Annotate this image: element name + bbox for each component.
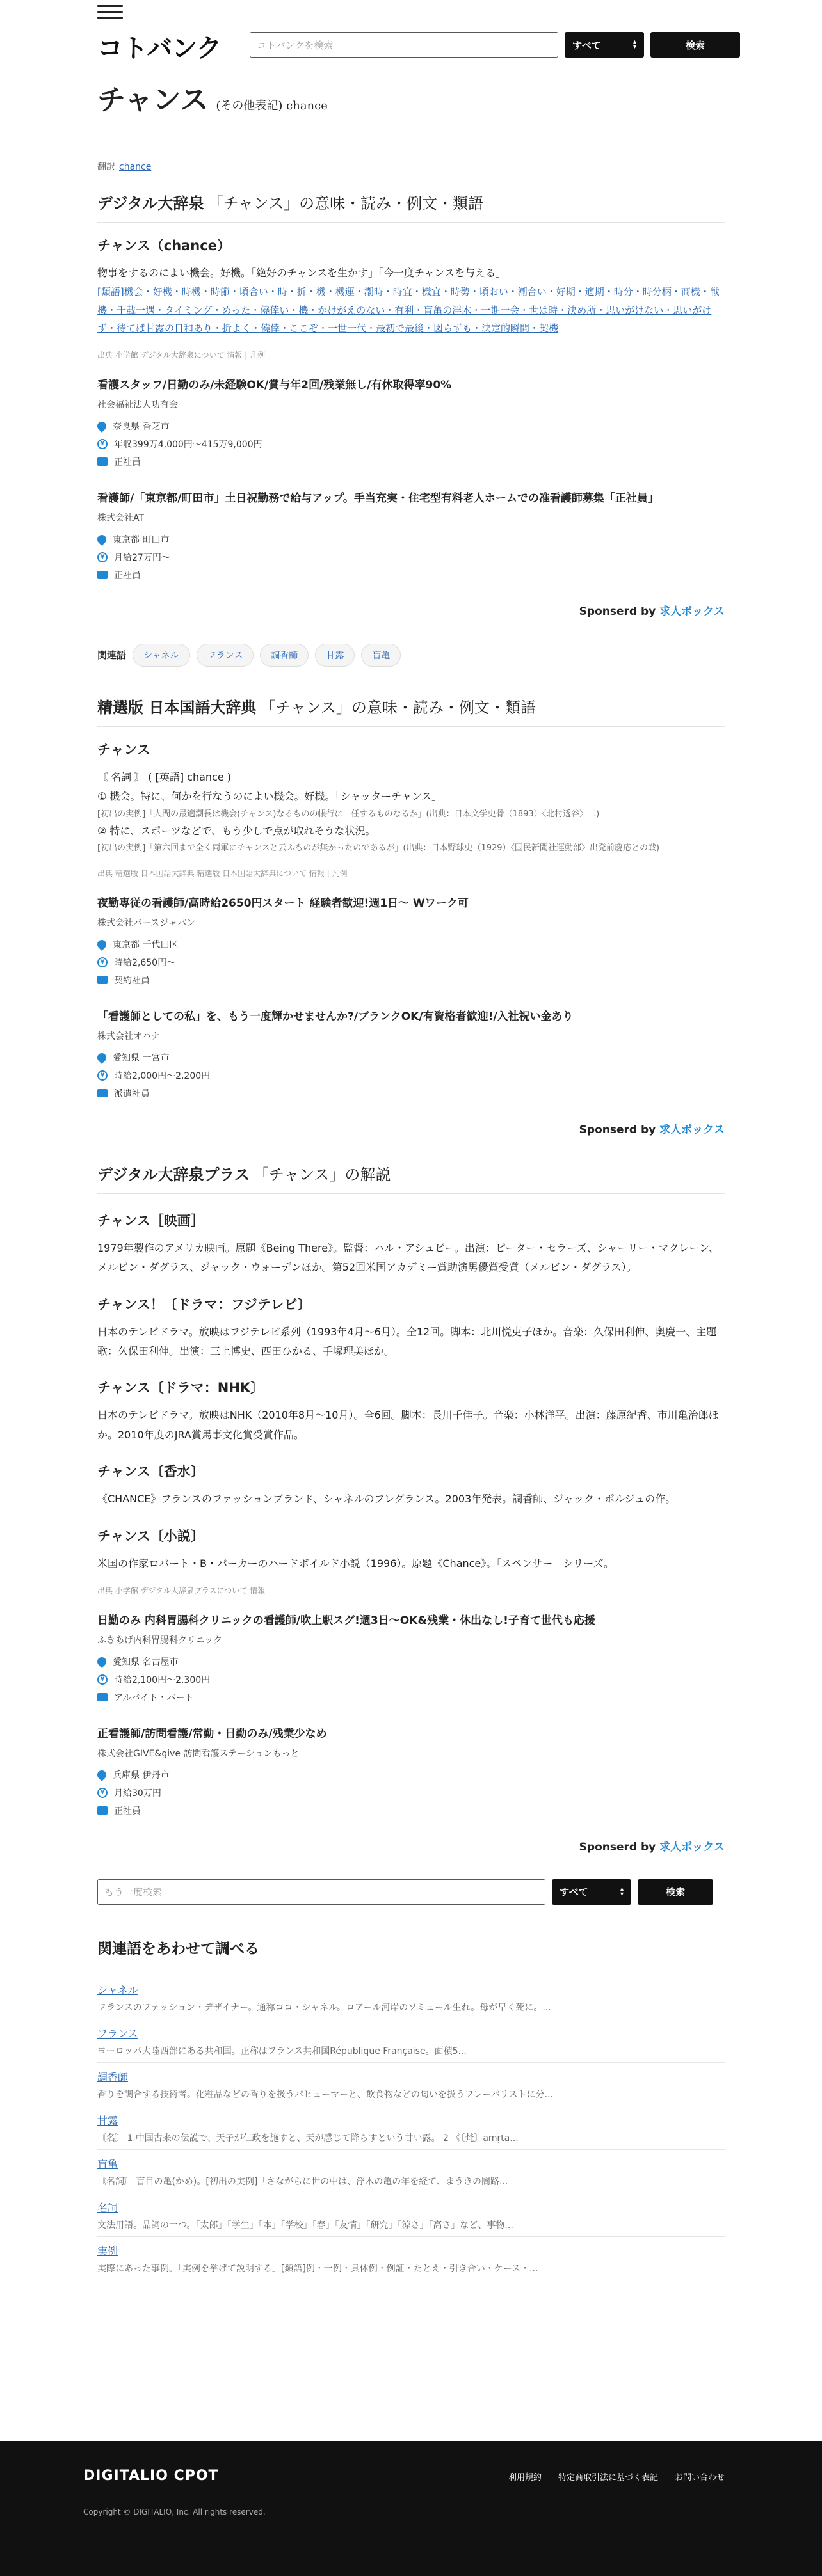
job-pay-text: 時給2,000円～2,200円: [114, 1070, 211, 1081]
sponsor-brand: 求人ボックス: [659, 605, 725, 618]
job-loc: [97, 938, 725, 951]
job-pay: [97, 1786, 725, 1799]
copyright: Copyright © DIGITALIO, Inc. All rights reserved.: [83, 2508, 266, 2516]
job-loc: [97, 533, 725, 546]
part-of-speech: 〘 名詞 〙 ( [英語] chance ): [97, 770, 232, 783]
section-heading: [97, 191, 725, 223]
header-search: [250, 32, 740, 58]
job-pay: [97, 551, 725, 564]
yen-icon: ¥: [97, 1070, 108, 1081]
translation: [97, 160, 725, 173]
job-title[interactable]: 「看護師としての私」を、もう一度輝かせませんか?/ブランクOK/有資格者歓迎!/入社祝い金あり: [97, 1010, 574, 1023]
location-pin-icon: [95, 1655, 108, 1668]
related-item[interactable]: [97, 2237, 725, 2280]
job-pay-text: 月給27万円～: [114, 552, 170, 563]
related-chip[interactable]: シャネル: [133, 644, 190, 667]
entry-heading: チャンス〔香水〕: [97, 1464, 204, 1480]
footer-logo[interactable]: DIGITALIO CPOT: [83, 2468, 219, 2484]
sponsor-brand: 求人ボックス: [659, 1840, 725, 1854]
site-logo[interactable]: コトバンク: [97, 34, 222, 63]
search-scope-select[interactable]: [565, 32, 644, 58]
related-item-title[interactable]: 盲亀: [97, 2158, 118, 2170]
entry-heading: チャンス〔ドラマ：NHK〕: [97, 1380, 264, 1396]
term-heading: チャンス（chance）: [97, 238, 230, 253]
job-loc: [97, 1769, 725, 1781]
footer-link[interactable]: お問い合わせ: [674, 2473, 725, 2483]
job-pay: [97, 1069, 725, 1082]
related-chip[interactable]: 調香師: [260, 644, 309, 667]
job-pay: [97, 1673, 725, 1686]
related-label: 関連語: [97, 649, 127, 662]
related-item[interactable]: [97, 2063, 725, 2106]
job-type-text: 正社員: [114, 457, 141, 468]
entry-body: 1979年製作のアメリカ映画。原題《Being There》。監督：ハル・アシュビー。出演：ピーター・セラーズ、シャーリー・マクレーン、メルビン・ダグラス、ジャック・ウォーデンほか。第52回米国アカデミー賞助演男優賞受賞（メルビン・ダグラス）。: [97, 1241, 719, 1274]
related-item[interactable]: [97, 2150, 725, 2193]
dict-name: デジタル大辞泉プラス: [97, 1165, 250, 1184]
briefcase-icon: [97, 457, 108, 466]
briefcase-icon: [97, 1806, 108, 1815]
job-company: 社会福祉法人功有会: [97, 399, 178, 410]
location-pin-icon: [95, 420, 108, 433]
section-heading: [97, 695, 725, 727]
related-item-title[interactable]: 甘露: [97, 2114, 118, 2127]
related-item-desc: 文法用語。品詞の一つ。「太郎」「学生」「本」「学校」「春」「友情」「研究」「涼さ」「高さ」など、事物...: [97, 2220, 513, 2230]
main-content: [97, 160, 725, 2280]
select-label: すべて: [560, 1886, 588, 1898]
synonyms[interactable]: [類語]機会・好機・時機・時節・頃合い・時・折・機・機運・潮時・時宜・機宜・時勢・頃おい・潮合い・好期・適期・時分・時分柄・商機・戦機・千載一遇・タイミング・めった・僥倖い・機・かけがえのない・有利・盲亀の浮木・一期一会・世は時・決め所・思いがけない・思いがけず・待てば甘露の日和あり・折よく・僥倖・ここぞ・一世一代・最初で最後・図らずも・決定的瞬間・契機: [97, 286, 720, 335]
term-heading: チャンス: [97, 742, 150, 758]
menu-icon[interactable]: [97, 5, 123, 20]
sponsor[interactable]: [97, 602, 725, 618]
job-loc: [97, 420, 725, 433]
job-card[interactable]: [97, 894, 725, 987]
source-note: 出典 小学館 デジタル大辞泉プラスについて 情報: [97, 1586, 266, 1595]
job-loc-text: 愛知県 一宮市: [113, 1053, 170, 1063]
job-pay-text: 月給30万円: [114, 1788, 161, 1799]
heading-suffix: 「チャンス」の解説: [253, 1165, 391, 1184]
job-pay-text: 時給2,650円～: [114, 957, 176, 968]
sponsor-prefix: Sponserd by: [579, 1123, 656, 1136]
related-chip[interactable]: 甘露: [315, 644, 355, 667]
chevron-updown-icon: ▴ ▾: [620, 1885, 624, 1898]
job-list: [97, 376, 725, 582]
job-type: [97, 1804, 725, 1817]
yen-icon: ¥: [97, 439, 108, 449]
related-item-desc: ヨーロッパ大陸西部にある共和国。正称はフランス共和国République Française。面積5...: [97, 2046, 467, 2056]
related-chip[interactable]: 盲亀: [361, 644, 401, 667]
footer-link[interactable]: 特定商取引法に基づく表記: [558, 2473, 658, 2483]
related-item-title[interactable]: シャネル: [97, 1984, 138, 1996]
job-company: 株式会社バースジャパン: [97, 918, 196, 928]
job-pay-text: 時給2,100円～2,300円: [114, 1674, 211, 1685]
heading-suffix: 「チャンス」の意味・読み・例文・類語: [207, 195, 484, 212]
job-loc-text: 東京都 千代田区: [113, 939, 179, 950]
job-title[interactable]: 正看護師/訪問看護/常勤・日勤のみ/残業少なめ: [97, 1727, 327, 1740]
job-card[interactable]: [97, 489, 725, 582]
entry-body: 日本のテレビドラマ。放映はNHK（2010年8月～10月）。全6回。脚本：長川千佳子。音楽：小林洋平。出演：藤原紀香、市川亀治郎ほか。2010年度のJRA賞馬事文化賞受賞作品。: [97, 1409, 719, 1441]
source-note: 出典 精選版 日本国語大辞典 精選版 日本国語大辞典について 情報 | 凡例: [97, 868, 348, 878]
related-item-title[interactable]: 調香師: [97, 2071, 129, 2083]
job-list: [97, 1611, 725, 1817]
yen-icon: ¥: [97, 552, 108, 562]
job-list: [97, 894, 725, 1100]
search-input[interactable]: コトバンクを検索: [250, 32, 558, 58]
entry-body: 米国の作家ロバート・B・パーカーのハードボイルド小説（1996）。原題《Chance》。「スペンサー」シリーズ。: [97, 1557, 614, 1570]
entry-heading: チャンス〔小説〕: [97, 1528, 204, 1544]
job-type-text: 派遣社員: [114, 1088, 150, 1099]
related-item-title[interactable]: フランス: [97, 2027, 138, 2040]
job-title[interactable]: 看護スタッフ/日勤のみ/未経験OK/賞与年2回/残業無し/有休取得率90%: [97, 378, 452, 392]
job-type: [97, 1691, 725, 1704]
entry-list: [97, 1211, 725, 1573]
bottom-search: [97, 1879, 725, 1905]
related-item-desc: フランスのファッション・デザイナー。通称ココ・シャネル。ロアール河岸のソミュール生れ。母が早く死に。...: [97, 2002, 551, 2013]
job-pay: [97, 438, 725, 450]
source-note: 出典 小学館 デジタル大辞泉について 情報 | 凡例: [97, 350, 266, 360]
related-list: [97, 1976, 725, 2280]
job-company: 株式会社オハナ: [97, 1031, 160, 1042]
yen-icon: ¥: [97, 1674, 108, 1685]
related-list-title: 関連語をあわせて調べる: [97, 1940, 259, 1957]
yen-icon: ¥: [97, 1788, 108, 1798]
definition: ① 機会。特に、何かを行なうのによい機会。好機。「シャッターチャンス」: [97, 790, 442, 803]
job-title[interactable]: 看護師/「東京都/町田市」土日祝勤務で給与アップ。手当充実・住宅型有料老人ホームでの准看護師募集「正社員」: [97, 491, 659, 505]
search-button[interactable]: 検索: [638, 1879, 713, 1905]
job-card[interactable]: [97, 1724, 725, 1817]
location-pin-icon: [95, 938, 108, 951]
briefcase-icon: [97, 1693, 108, 1701]
footer-link[interactable]: 利用規約: [508, 2473, 542, 2483]
heading-suffix: 「チャンス」の意味・読み・例文・類語: [260, 698, 536, 717]
search-button[interactable]: 検索: [650, 32, 740, 58]
job-loc-text: 東京都 町田市: [113, 534, 170, 545]
sponsor-prefix: Sponserd by: [579, 1840, 656, 1854]
sponsor[interactable]: [97, 1838, 725, 1854]
job-card[interactable]: [97, 376, 725, 468]
briefcase-icon: [97, 976, 108, 984]
briefcase-icon: [97, 571, 108, 579]
job-type: [97, 1087, 725, 1100]
page-title: [97, 77, 328, 118]
job-loc-text: 兵庫県 伊丹市: [113, 1770, 170, 1781]
related-chip[interactable]: フランス: [197, 644, 254, 667]
job-title[interactable]: 夜勤専従の看護師/高時給2650円スタート 経験者歓迎!週1日～ Wワーク可: [97, 896, 469, 910]
page-title-text: チャンス: [97, 84, 209, 116]
footer-links: [492, 2470, 725, 2483]
job-company: ふきあげ内科胃腸科クリニック: [97, 1635, 223, 1646]
related-item-desc: 実際にあった事例。「実例を挙げて説明する」[類語]例・一例・具体例・例証・たとえ・引き合い・ケース・...: [97, 2263, 538, 2274]
job-loc: [97, 1051, 725, 1064]
entry-body: 《CHANCE》フランスのファッションブランド、シャネルのフレグランス。2003年発表。調香師、ジャック・ポルジュの作。: [97, 1493, 676, 1506]
related-item-desc: 〘名詞〙 盲目の亀(かめ)。[初出の実例]「さながらに世の中は、浮木の亀の年を経て、まうきの闇路...: [97, 2176, 508, 2187]
chevron-updown-icon: ▴ ▾: [633, 38, 636, 51]
search-input[interactable]: もう一度検索: [97, 1879, 545, 1905]
related-item-title[interactable]: 実例: [97, 2245, 118, 2257]
related-item[interactable]: [97, 1976, 725, 2019]
related-item-title[interactable]: 名詞: [97, 2201, 118, 2214]
location-pin-icon: [95, 1769, 108, 1781]
job-type-text: アルバイト・パート: [114, 1692, 194, 1703]
job-type-text: 正社員: [114, 570, 141, 581]
related-item[interactable]: [97, 2019, 725, 2063]
job-type-text: 契約社員: [114, 975, 150, 986]
sponsor-brand: 求人ボックス: [659, 1123, 725, 1136]
job-card[interactable]: [97, 1007, 725, 1100]
job-type: [97, 569, 725, 582]
job-pay: [97, 956, 725, 969]
job-type-text: 正社員: [114, 1806, 141, 1817]
location-pin-icon: [95, 533, 108, 546]
page-alt: (その他表記) chance: [216, 99, 328, 113]
footer: [0, 2441, 822, 2576]
related-item[interactable]: [97, 2106, 725, 2150]
entry-heading: チャンス！〔ドラマ：フジテレビ〕: [97, 1296, 311, 1312]
section-heading: [97, 1162, 725, 1194]
select-label: すべて: [572, 39, 601, 51]
translation-label: 翻訳: [97, 162, 115, 172]
search-scope-select[interactable]: [552, 1879, 631, 1905]
related-chips: [97, 644, 725, 667]
job-type: [97, 974, 725, 987]
job-pay-text: 年収399万4,000円～415万9,000円: [114, 439, 262, 450]
related-item-desc: 〘名〙 1 中国古来の伝説で、天子が仁政を施すと、天が感じて降らすという甘い露。 2 《〔梵〕amṛta...: [97, 2133, 519, 2143]
definition: 物事をするのによい機会。好機。「絶好のチャンスを生かす」「今一度チャンスを与える」: [97, 267, 506, 279]
entry-heading: チャンス［映画］: [97, 1212, 204, 1228]
entry-body: 日本のテレビドラマ。放映はフジテレビ系列（1993年4月～6月）。全12回。脚本：北川悦吏子ほか。音楽：久保田利伸、奥慶一、主題歌：久保田利伸。出演：三上博史、西田ひかる、手塚理美ほか。: [97, 1325, 717, 1358]
sponsor-prefix: Sponserd by: [579, 605, 656, 618]
job-title[interactable]: 日勤のみ 内科胃腸科クリニックの看護師/吹上駅スグ!週3日～OK&残業・休出なし!子育て世代も応援: [97, 1614, 595, 1627]
related-item-desc: 香りを調合する技術者。化粧品などの香りを扱うパヒューマーと、飲食物などの匂いを扱うフレーバリストに分...: [97, 2089, 553, 2100]
yen-icon: ¥: [97, 957, 108, 967]
job-company: 株式会社GIVE&give 訪問看護ステーションもっと: [97, 1748, 300, 1759]
job-card[interactable]: [97, 1611, 725, 1704]
briefcase-icon: [97, 1089, 108, 1097]
example: [初出の実例]「第六回まで全く両軍にチャンスと云ふものが無かったのであるが」(出典：日本野球史（1929）〈国民新聞社運動部〉出発前慶応との戦): [97, 843, 660, 854]
job-type: [97, 456, 725, 468]
job-loc-text: 愛知県 名古屋市: [113, 1657, 179, 1667]
translation-link[interactable]: chance: [119, 162, 152, 172]
dict-name: デジタル大辞泉: [97, 195, 204, 212]
job-loc-text: 奈良県 香芝市: [113, 421, 170, 432]
example: [初出の実例]「人間の最適潮長は機会(チャンス)なるものの帳行に一任するものなるか」(出典：日本文学史骨（1893）〈北村透谷〉二): [97, 809, 600, 819]
definition: ② 特に、スポーツなどで、もう少しで点が取れそうな状況。: [97, 825, 376, 838]
job-loc: [97, 1655, 725, 1668]
sponsor[interactable]: [97, 1120, 725, 1136]
related-item[interactable]: [97, 2193, 725, 2237]
job-company: 株式会社AT: [97, 513, 145, 523]
dict-name: 精選版 日本国語大辞典: [97, 698, 257, 717]
location-pin-icon: [95, 1051, 108, 1064]
